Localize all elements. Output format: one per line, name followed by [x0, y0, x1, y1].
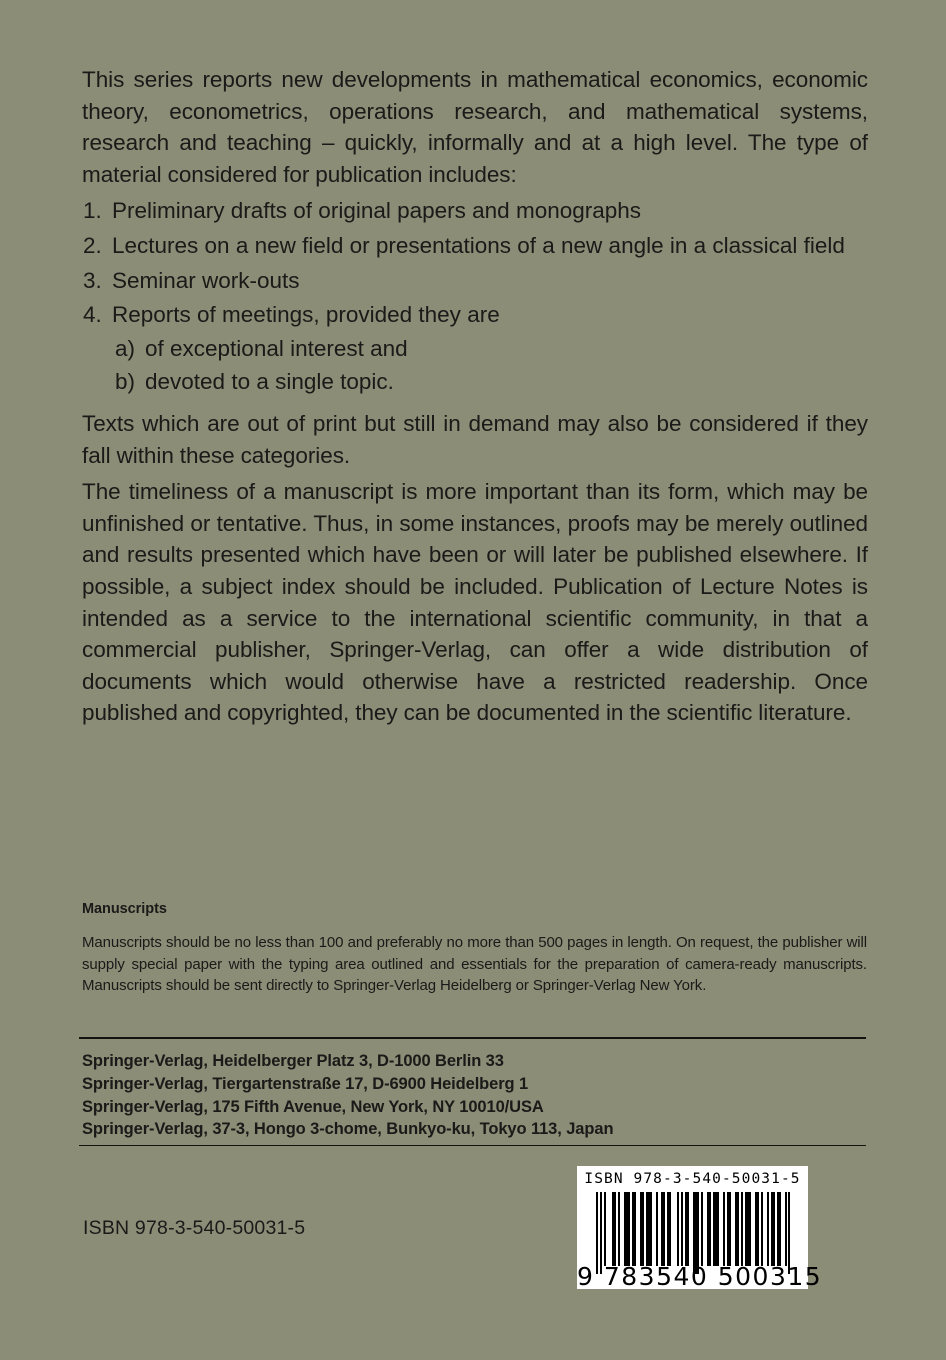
divider-above-addresses: [79, 1037, 866, 1039]
list-item: [82, 299, 868, 398]
list-item-text: Reports of meetings, provided they are: [112, 302, 500, 328]
sub-list-item: [112, 366, 868, 398]
list-item-number: 2.: [83, 232, 102, 258]
series-intro-paragraph: This series reports new developments in mathematical economics, economic theory, econometrics, operations research, and mathematical systems, research and teaching – quickly, informally and at a high level. The type of material considered for publication includes:: [82, 67, 868, 187]
list-item-text: Lectures on a new field or presentations of a new angle in a classical field: [112, 232, 845, 258]
list-item: [82, 195, 868, 227]
address-line: Springer-Verlag, 37-3, Hongo 3-chome, Bunkyo-ku, Tokyo 113, Japan: [82, 1120, 614, 1139]
list-item: [82, 265, 868, 297]
barcode-digit-row: 9 783540 500315: [577, 1262, 823, 1291]
spacer: [82, 401, 868, 408]
barcode-isbn-caption: ISBN 978-3-540-50031-5: [584, 1171, 801, 1187]
manuscripts-block: [82, 900, 867, 997]
address-line: Springer-Verlag, Tiergartenstraße 17, D-6900 Heidelberg 1: [82, 1074, 529, 1093]
barcode-bars: [596, 1192, 793, 1266]
list-item-number: 3.: [83, 267, 102, 293]
sub-list-item: [112, 333, 868, 365]
series-description-block: [82, 64, 868, 729]
barcode-bar: [790, 1192, 792, 1266]
address-line: Springer-Verlag, Heidelberger Platz 3, D-1000 Berlin 33: [82, 1052, 504, 1070]
address-line: Springer-Verlag, 175 Fifth Avenue, New York, NY 10010/USA: [82, 1097, 544, 1116]
list-item-text: Preliminary drafts of original papers and monographs: [112, 198, 642, 224]
list-item: [82, 230, 868, 262]
out-of-print-paragraph: Texts which are out of print but still in demand may also be considered if they fall within these categories.: [82, 410, 868, 468]
publisher-addresses: [82, 1050, 872, 1141]
manuscripts-heading: Manuscripts: [82, 901, 167, 917]
sub-list-item-marker: b): [115, 369, 136, 395]
timeliness-paragraph: The timeliness of a manuscript is more important than its form, which may be unfinished or tentative. Thus, in some instances, proofs may be merely outlined and results presented which have been or will later be published elsewhere. If possible, a subject index should be included. Publication of Lecture Notes is intended as a service to the international scientific community, in that a commercial publisher, Springer-Verlag, can offer a wide distribution of documents which would otherwise have a restricted readership. Once published and copyrighted, they can be documented in the scientific literature.: [82, 479, 868, 726]
list-item-number: 4.: [83, 302, 102, 328]
list-item-number: 1.: [83, 198, 102, 224]
list-item-text: Seminar work-outs: [112, 267, 300, 293]
manuscripts-body: Manuscripts should be no less than 100 and preferably no more than 500 pages in length. On request, the publisher will supply special paper with the typing area outlined and essentials for the preparation of camera-ready manuscripts. Manuscripts should be sent directly to Springer-Verlag Heidelberg or Springer-Verlag New York.: [82, 934, 867, 994]
isbn-label: ISBN 978-3-540-50031-5: [83, 1217, 306, 1239]
isbn-barcode: [577, 1166, 823, 1291]
sub-list: [112, 333, 868, 398]
divider-below-addresses: [79, 1145, 866, 1146]
sub-list-item-text: of exceptional interest and: [145, 335, 408, 361]
sub-list-item-marker: a): [115, 335, 136, 361]
publication-types-list: [82, 195, 868, 398]
sub-list-item-text: devoted to a single topic.: [145, 369, 394, 395]
